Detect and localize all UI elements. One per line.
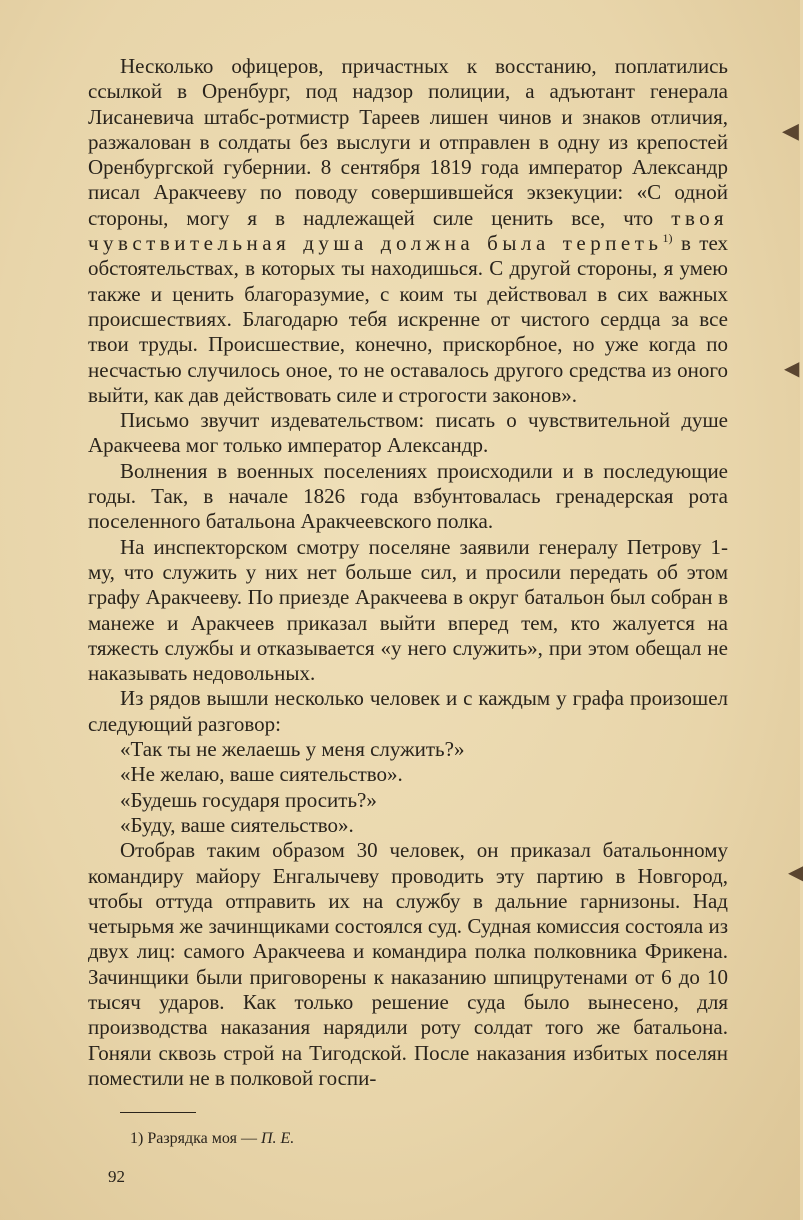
- footnote: [130, 1130, 294, 1148]
- footnote-author: П. Е.: [260, 1130, 295, 1147]
- text-run: На инспекторском смотру поселяне заявили генералу Петрову 1-му, что служить у них нет больше сил, и просили передать об этом графу Аракчееву. По приезде Аракчеева в округ батальон был собран в манеже и Аракчеев приказал выйти вперед тем, кто жалуется на тяжесть службы и отказывается «у него служить», при этом обещал не наказывать недовольных.: [88, 534, 728, 686]
- footnote-ref: 1): [662, 231, 673, 246]
- body-text: [88, 54, 728, 1091]
- paragraph: [88, 535, 728, 687]
- text-run: в тех обстоятельствах, в которых ты находишься. С другой стороны, я умею также и ценить благоразумие, с коим ты действовал в сих важных происшествиях. Благодарю тебя искренне от чистого сердца за все твои труды. Происшествие, конечно, прискорбное, но уже когда по несчастью случилось оное, то не оставалось другого средства из оного выйти, как дав действовать силе и строгости законов».: [88, 231, 728, 407]
- paragraph: [88, 54, 728, 408]
- paragraph: [88, 788, 728, 813]
- paragraph: [88, 813, 728, 838]
- text-run: «Не желаю, ваше сиятельство».: [120, 762, 403, 787]
- text-run: «Будешь государя просить?»: [120, 787, 377, 812]
- text-run: Несколько офицеров, причастных к восстанию, поплатились ссылкой в Оренбург, под надзор полиции, а адъютант генерала Лисаневича штабс-ротмистр Тареев лишен чинов и знаков отличия, разжалован в солдаты без выслуги и отправлен в одну из крепостей Оренбургской губернии. 8 сентября 1819 года император Александр писал Аракчееву по поводу совершившейся экзекуции: «С одной стороны, могу я в надлежащей силе ценить все, что: [88, 54, 728, 230]
- footnote-marker: 1): [130, 1130, 144, 1147]
- paragraph: [88, 762, 728, 787]
- paragraph: [88, 408, 728, 459]
- text-run: «Так ты не желаешь у меня служить?»: [120, 737, 465, 762]
- text-run: Отобрав таким образом 30 человек, он приказал батальонному командиру майору Енгалычеву проводить эту партию в Новгород, чтобы оттуда отправить их на службу в дальние гарнизоны. Над четырьмя же зачинщиками состоялся суд. Судная комиссия состояла из двух лиц: самого Аракчеева и командира полка полковника Фрикена. Зачинщики были приговорены к наказанию шпицрутенами от 6 до 10 тысяч ударов. Как только решение суда было вынесено, для производства наказания нарядили роту солдат того же батальона. Гоняли сквозь строй на Тигодской. После наказания избитых поселян поместили не в полковой госпи-: [88, 838, 728, 1090]
- footnote-divider: [120, 1112, 196, 1113]
- footnote-text: Разрядка моя —: [147, 1130, 257, 1147]
- text-run: Письмо звучит издевательством: писать о чувствительной душе Аракчеева мог только император Александр.: [88, 408, 728, 458]
- margin-mark: ◀: [782, 118, 799, 143]
- text-run: «Буду, ваше сиятельство».: [120, 812, 354, 837]
- paragraph: [88, 686, 728, 737]
- margin-mark: ◀: [788, 862, 803, 884]
- text-run: Из рядов вышли несколько человек и с каждым у графа произошел следующий разговор:: [88, 686, 728, 736]
- margin-mark: ◀: [784, 358, 800, 380]
- text-run: Волнения в военных поселениях происходили и в последующие годы. Так, в начале 1826 года взбунтовалась гренадерская рота поселенного батальона Аракчеевского полка.: [88, 458, 728, 534]
- paragraph: [88, 459, 728, 535]
- paragraph: [88, 838, 728, 1091]
- spaced-emphasis: твоя чувствительная душа должна была терпеть: [88, 205, 728, 256]
- paragraph: [88, 737, 728, 762]
- page-number: 92: [108, 1167, 125, 1186]
